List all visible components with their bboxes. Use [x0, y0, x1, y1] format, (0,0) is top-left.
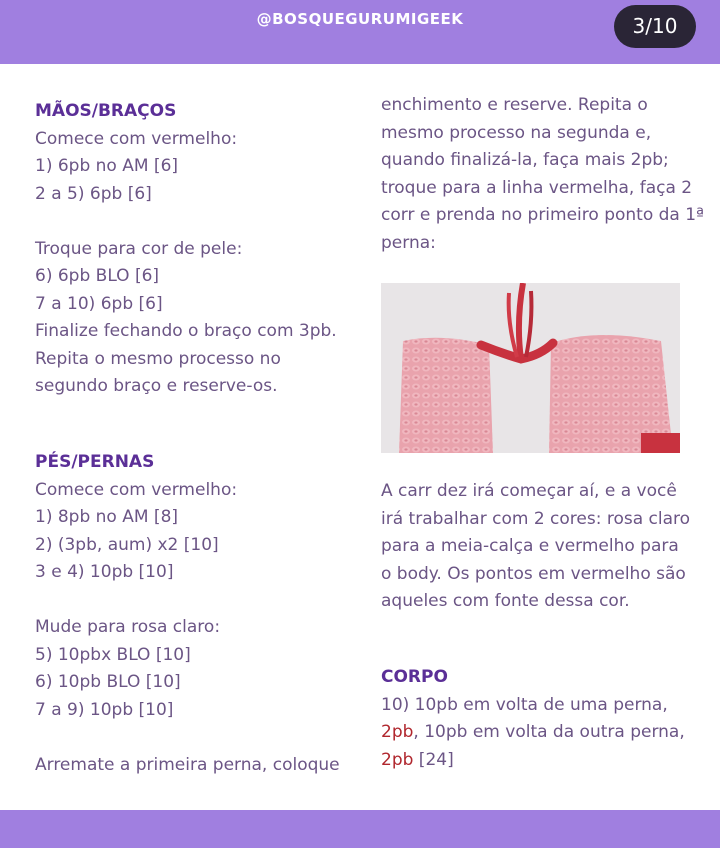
right-column [381, 92, 705, 257]
text-line: Repita o mesmo processo no [35, 348, 281, 369]
text-line: o body. Os pontos em vermelho são [381, 563, 686, 584]
text-line: enchimento e reserve. Repita o [381, 95, 648, 115]
text-line: 7 a 10) 6pb [6] [35, 293, 163, 314]
text-line: 6) 10pb BLO [10] [35, 672, 181, 692]
text-line: Finalize fechando o braço com 3pb. [35, 321, 337, 341]
text-fragment: , 10pb em volta da outra perna, [413, 722, 685, 742]
text-line [381, 747, 701, 775]
text-line: para a meia-calça e vermelho para [381, 536, 679, 556]
instructions-block [381, 478, 701, 616]
text-line: 2) (3pb, aum) x2 [10] [35, 534, 219, 555]
red-stitch: 2pb [381, 722, 414, 742]
text-line: corr e prenda no primeiro ponto da 1ª [381, 205, 705, 225]
text-line: A carr dez irá começar aí, e a você [381, 481, 677, 501]
text-fragment: [24] [413, 749, 454, 770]
body-section [381, 664, 701, 774]
account-handle[interactable]: @BOSQUEGURUMIGEEK [256, 10, 464, 28]
text-line: Comece com vermelho: [35, 479, 238, 500]
legs-heading: PÉS/PERNAS [35, 452, 155, 472]
text-line: irá trabalhar com 2 cores: rosa claro [381, 508, 691, 529]
text-line: 7 a 9) 10pb [10] [35, 699, 174, 720]
text-line: 3 e 4) 10pb [10] [35, 562, 174, 582]
text-line: Arremate a primeira perna, coloque [35, 754, 340, 775]
text-line: quando finalizá-la, faça mais 2pb; [381, 150, 669, 170]
body-heading: CORPO [381, 667, 448, 687]
text-line: 10) 10pb em volta de uma perna, [381, 694, 668, 715]
text-line: segundo braço e reserve-os. [35, 376, 278, 396]
page-counter: 3/10 [614, 5, 696, 48]
text-line: 2 a 5) 6pb [6] [35, 183, 152, 204]
crochet-legs-photo [381, 283, 680, 453]
text-line: Mude para rosa claro: [35, 617, 221, 637]
text-line: 1) 8pb no AM [8] [35, 507, 179, 527]
bottom-bar [0, 810, 720, 848]
text-line: aqueles com fonte dessa cor. [381, 591, 630, 611]
top-bar [0, 0, 720, 64]
text-line: Troque para cor de pele: [35, 238, 243, 259]
crochet-photo-illustration [381, 283, 680, 453]
text-line: perna: [381, 232, 436, 253]
red-stitch: 2pb [381, 749, 414, 770]
text-line: 6) 6pb BLO [6] [35, 266, 160, 286]
text-line [381, 719, 701, 747]
left-column [35, 98, 355, 779]
text-line: troque para a linha vermelha, faça 2 [381, 177, 693, 198]
text-line: Comece com vermelho: [35, 128, 238, 149]
arms-heading: MÃOS/BRAÇOS [35, 101, 177, 121]
text-line: mesmo processo na segunda e, [381, 122, 652, 143]
text-line: 1) 6pb no AM [6] [35, 156, 179, 176]
text-line: 5) 10pbx BLO [10] [35, 644, 191, 665]
